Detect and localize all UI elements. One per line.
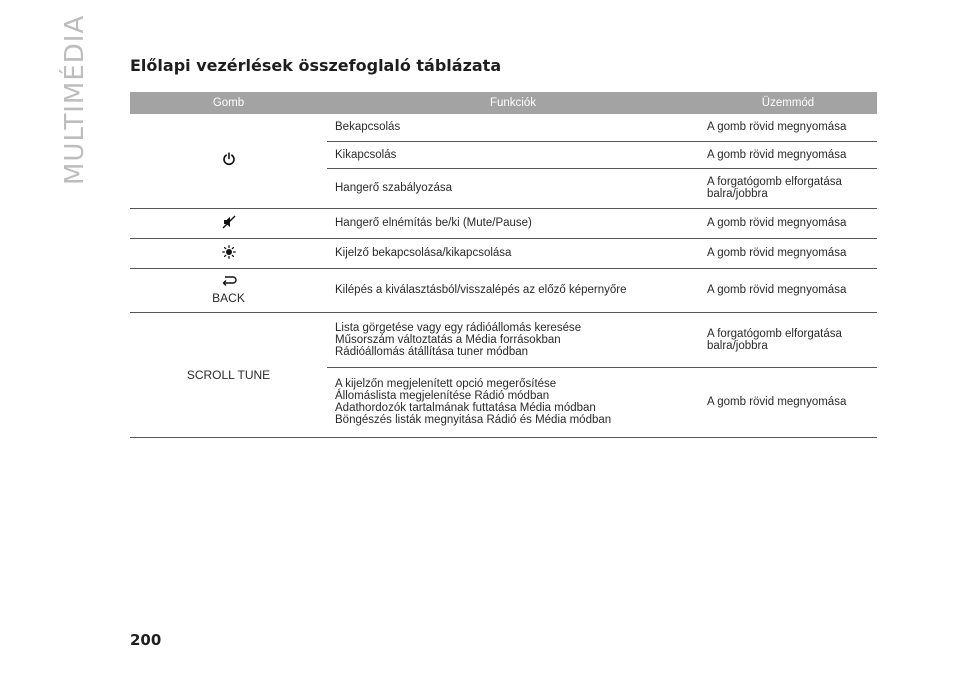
scroll-tune-cell bbox=[130, 312, 327, 437]
scroll-tune-label: SCROLL TUNE bbox=[186, 367, 271, 382]
mode-text: A forgatógomb elforgatása balra/jobbra bbox=[699, 168, 877, 208]
table-header-row bbox=[130, 92, 877, 114]
function-text: Kilépés a kiválasztásból/visszalépés az előző képernyőre bbox=[327, 268, 699, 312]
mode-text: A gomb rövid megnyomása bbox=[699, 208, 877, 238]
mode-text: A gomb rövid megnyomása bbox=[699, 141, 877, 168]
mute-button-cell bbox=[130, 208, 327, 238]
section-side-tab: MULTIMÉDIA bbox=[60, 14, 90, 185]
mode-text: A gomb rövid megnyomása bbox=[699, 238, 877, 268]
function-text: Lista görgetése vagy egy rádióállomás keresése Műsorszám változtatás a Média forrásokban Rádióállomás átállítása tuner módban bbox=[327, 312, 699, 367]
display-button-cell bbox=[130, 238, 327, 268]
function-text: Kijelző bekapcsolása/kikapcsolása bbox=[327, 238, 699, 268]
mode-text: A gomb rövid megnyomása bbox=[699, 367, 877, 437]
table-row bbox=[130, 312, 877, 367]
page-number: 200 bbox=[130, 631, 162, 649]
header-uzemmod: Üzemmód bbox=[699, 92, 877, 114]
back-button-cell bbox=[130, 268, 327, 312]
function-text: A kijelzőn megjelenített opció megerősítése Állomáslista megjelenítése Rádió módban Adathordozók tartalmának futtatása Média módban Böngészés listák megnyitása Rádió és Média módban bbox=[327, 367, 699, 437]
back-arrow-icon bbox=[221, 275, 237, 290]
function-text: Hangerő elnémítás be/ki (Mute/Pause) bbox=[327, 208, 699, 238]
function-text: Kikapcsolás bbox=[327, 141, 699, 168]
table-row bbox=[130, 268, 877, 312]
power-button-cell bbox=[130, 114, 327, 208]
table-row bbox=[130, 114, 877, 141]
mode-text: A forgatógomb elforgatása balra/jobbra bbox=[699, 312, 877, 367]
table-row bbox=[130, 208, 877, 238]
mode-text: A gomb rövid megnyomása bbox=[699, 114, 877, 141]
table-row bbox=[130, 238, 877, 268]
back-label: BACK bbox=[212, 291, 245, 305]
function-text: Hangerő szabályozása bbox=[327, 168, 699, 208]
mode-text: A gomb rövid megnyomása bbox=[699, 268, 877, 312]
page-title: Előlapi vezérlések összefoglaló táblázata bbox=[130, 56, 502, 75]
power-icon bbox=[222, 152, 236, 169]
display-brightness-icon bbox=[222, 245, 236, 262]
mute-icon bbox=[222, 215, 236, 232]
header-gomb: Gomb bbox=[130, 92, 327, 114]
function-text: Bekapcsolás bbox=[327, 114, 699, 141]
header-funkciok: Funkciók bbox=[327, 92, 699, 114]
front-controls-table bbox=[130, 92, 877, 438]
